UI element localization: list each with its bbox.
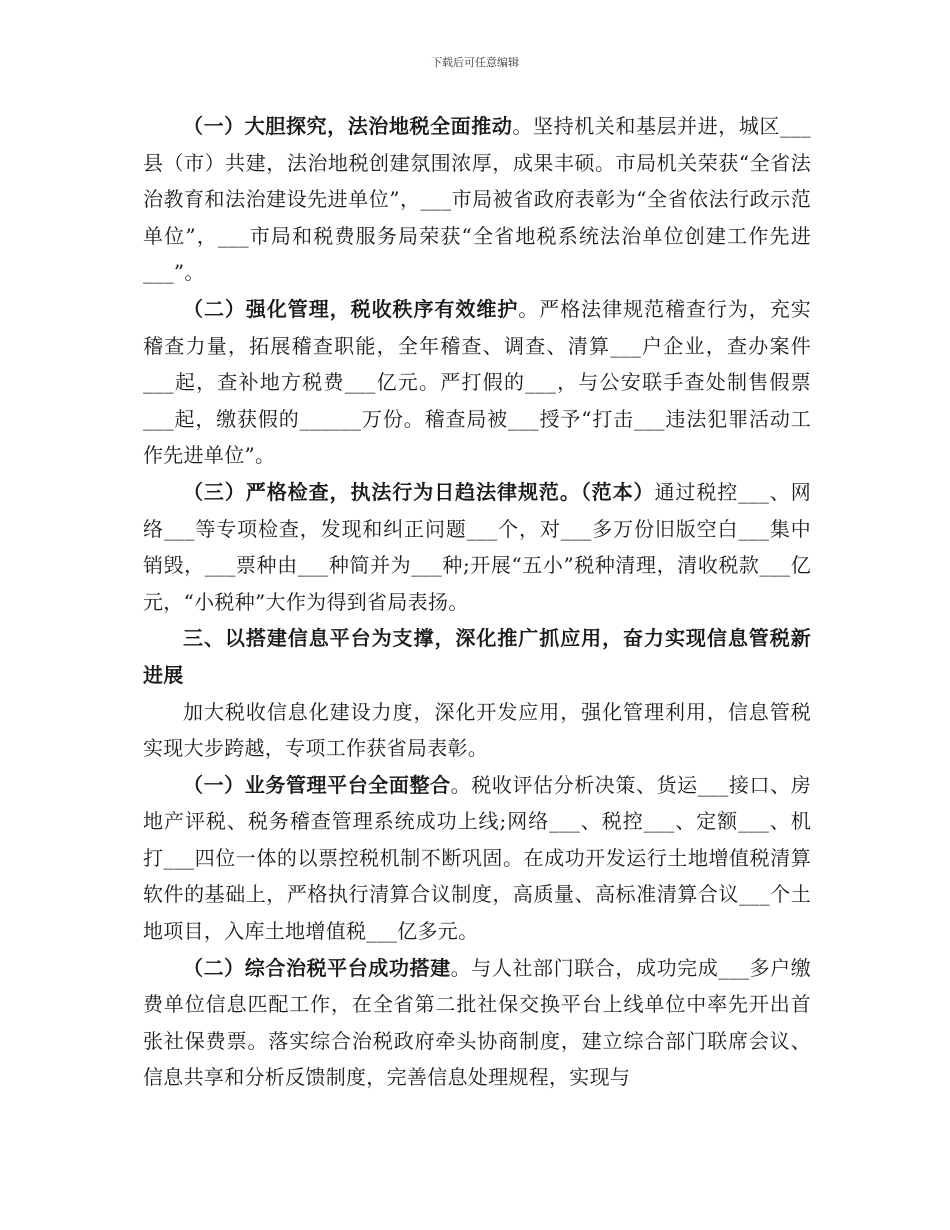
paragraph-6 [143, 950, 811, 1096]
paragraph-2-body: 。严格法律规范稽查行为，充实稽查力量，拓展稽查职能，全年稽查、调查、清算___户企业，查办案件___起，查补地方税费___亿元。严打假的___，与公安联手查处制售假票___起，缴获假的______万份。稽查局被___授予“打击___违法犯罪活动工作先进单位”。 [143, 296, 811, 468]
paragraph-4: 加大税收信息化建设力度，深化开发应用，强化管理利用，信息管税实现大步跨越，专项工作获省局表彰。 [143, 699, 811, 761]
paragraph-3-lead: （三）严格检查，执法行为日趋法律规范。（范本） [183, 479, 655, 504]
paragraph-5 [143, 767, 811, 950]
paragraph-3-body: 通过税控___、网络___等专项检查，发现和纠正问题___个，对___多万份旧版空白___集中销毁，___票种由___种简并为___种;开展“五小”税种清理，清收税款___亿元，“小税种”大作为得到省局表扬。 [143, 479, 812, 614]
paragraph-6-lead: （二）综合治税平台成功搭建 [183, 955, 451, 980]
paragraph-2 [143, 291, 811, 474]
paragraph-5-body: 。税收评估分析决策、货运___接口、房地产评税、税务稽查管理系统成功上线;网络___、税控___、定额___、机打___四位一体的以票控税机制不断巩固。在成功开发运行土地增值税清算软件的基础上，严格执行清算合议制度，高质量、高标准清算合议___个土地项目，入库土地增值税___亿多元。 [143, 772, 812, 944]
paragraph-3 [143, 474, 811, 620]
page-header-note: 下载后可任意编辑 [431, 56, 519, 69]
paragraph-5-lead: （一）业务管理平台全面整合 [183, 772, 451, 797]
section-heading: 三、以搭建信息平台为支撑，深化推广抓应用，奋力实现信息管税新进展 [143, 626, 811, 687]
document-body [143, 108, 811, 1096]
paragraph-1-body: 。坚持机关和基层并进，城区___县（市）共建，法治地税创建氛围浓厚，成果丰硕。市局机关荣获“全省法治教育和法治建设先进单位”，___市局被省政府表彰为“全省依法行政示范单位”，___市局和税费服务局荣获“全省地税系统法治单位创建工作先进___”。 [143, 114, 811, 285]
paragraph-1-lead: （一）大胆探究，法治地税全面推动 [183, 114, 513, 138]
paragraph-1 [143, 108, 811, 291]
paragraph-6-body: 。与人社部门联合，成功完成___多户缴费单位信息匹配工作，在全省第二批社保交换平台上线单位中率先开出首张社保费票。落实综合治税政府牵头协商制度，建立综合部门联席会议、信息共享和分析反馈制度，完善信息处理规程，实现与 [143, 955, 812, 1090]
paragraph-2-lead: （二）强化管理，税收秩序有效维护 [183, 296, 519, 321]
